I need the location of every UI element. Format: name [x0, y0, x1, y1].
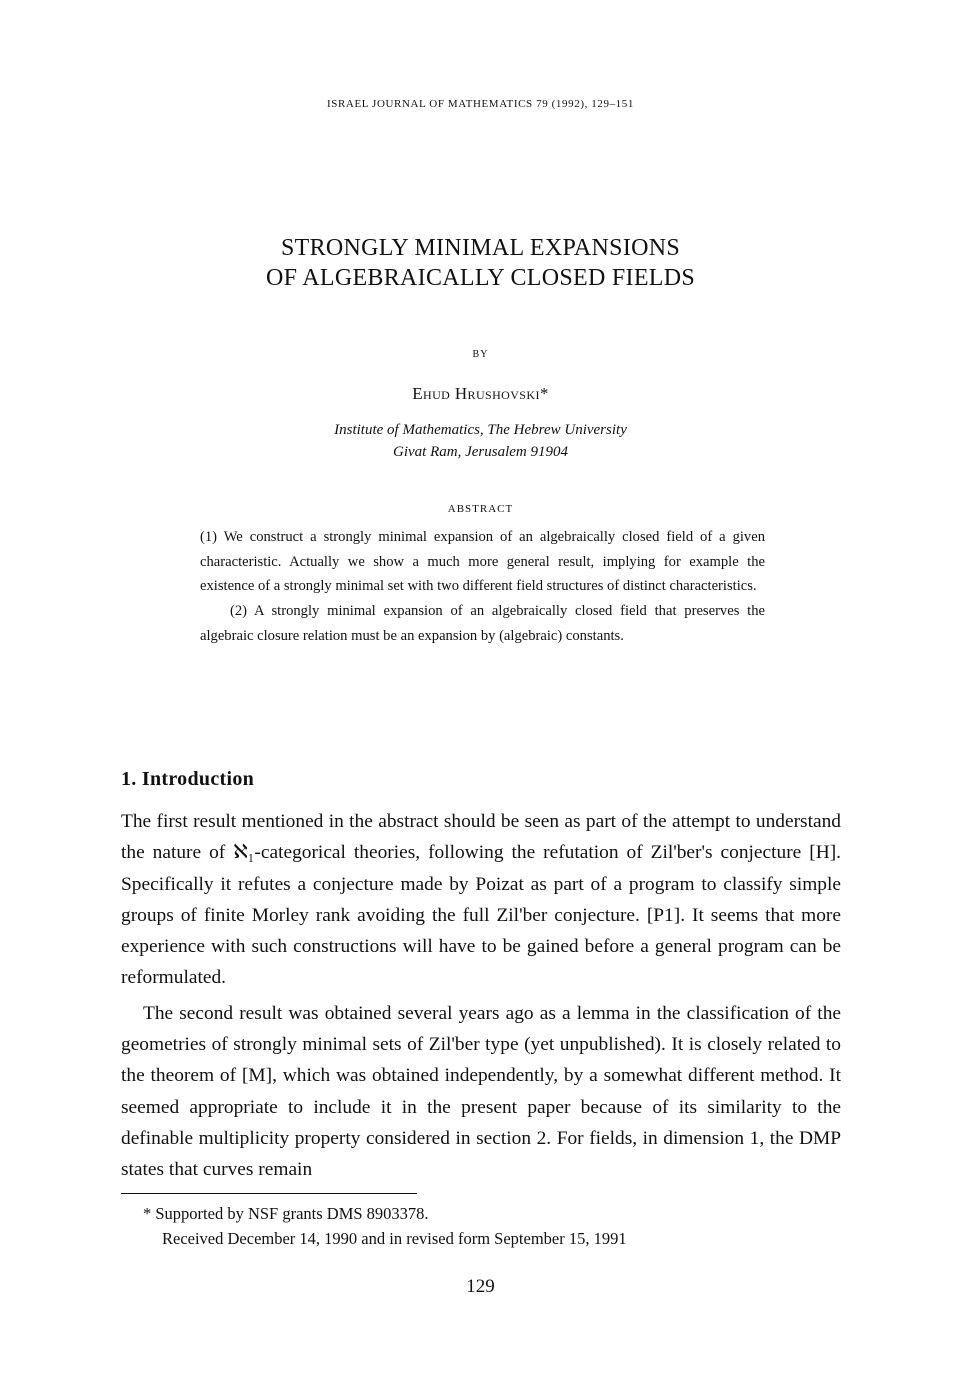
page-number: 129 — [466, 1276, 495, 1297]
abstract-body — [200, 525, 765, 649]
footnote-funding: * Supported by NSF grants DMS 8903378. — [143, 1204, 429, 1223]
abstract-paragraph-2: (2) A strongly minimal expansion of an algebraically closed field that preserves the algebraic closure relation must be an expansion by (algebraic) constants. — [200, 603, 765, 644]
introduction-paragraph-1: The first result mentioned in the abstract should be seen as part of the attempt to understand the nature of ℵ₁-categorical theories, following the refutation of Zil'ber's conjecture [H]. Specifically it refutes a conjecture made by Poizat as part of a program to classify simple groups of finite Morley rank avoiding the full Zil'ber conjecture. [P1]. It seems that more experience with such constructions will have to be gained before a general program can be reformulated. — [121, 811, 841, 989]
paper-title — [0, 233, 961, 293]
introduction-body — [121, 806, 841, 1186]
affiliation-line-2: Givat Ram, Jerusalem 91904 — [393, 444, 568, 460]
running-head: ISRAEL JOURNAL OF MATHEMATICS 79 (1992), 129–151 — [327, 98, 634, 110]
affiliation — [0, 419, 961, 463]
abstract-heading: ABSTRACT — [447, 503, 514, 515]
title-line-1: STRONGLY MINIMAL EXPANSIONS — [280, 235, 681, 261]
footnote — [143, 1201, 843, 1251]
by-label: BY — [472, 349, 489, 360]
footnote-received: Received December 14, 1990 and in revised form September 15, 1991 — [162, 1229, 627, 1248]
author-name: Ehud Hrushovski* — [412, 384, 549, 403]
title-line-2: OF ALGEBRAICALLY CLOSED FIELDS — [265, 265, 696, 291]
section-heading: 1. Introduction — [121, 768, 255, 790]
introduction-paragraph-2: The second result was obtained several years ago as a lemma in the classification of the geometries of strongly minimal sets of Zil'ber type (yet unpublished). It is closely related to the theorem of [M], which was obtained independently, by a somewhat different method. It seemed appropriate to include it in the present paper because of its similarity to the definable multiplicity property considered in section 2. For fields, in dimension 1, the DMP states that curves remain — [121, 1002, 841, 1181]
footnote-divider — [121, 1193, 417, 1194]
affiliation-line-1: Institute of Mathematics, The Hebrew University — [334, 422, 627, 438]
abstract-paragraph-1: (1) We construct a strongly minimal expansion of an algebraically closed field of a given characteristic. Actually we show a much more general result, implying for example the existence of a strongly minimal set with two different field structures of distinct characteristics. — [200, 529, 765, 595]
